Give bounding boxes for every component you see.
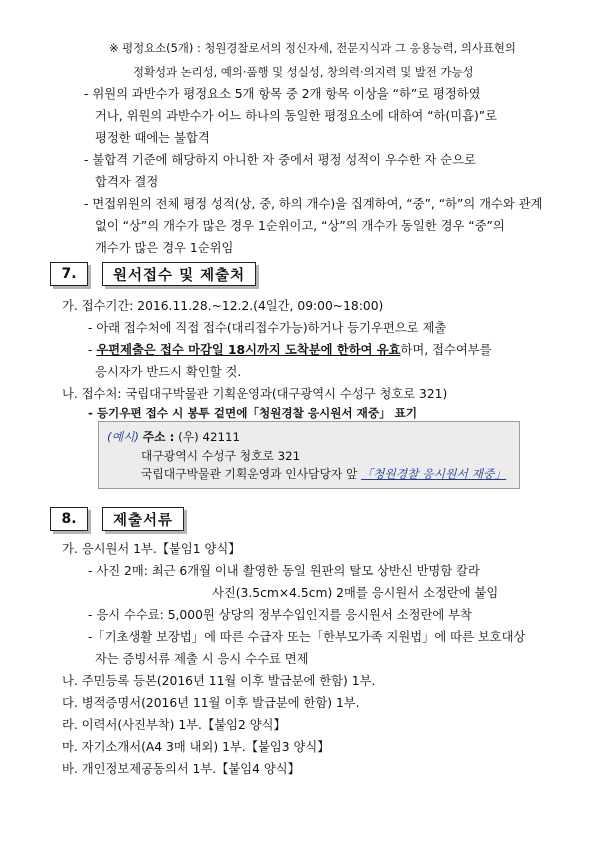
section8-exemption-line2: 자는 증빙서류 제출 시 응시 수수료 면제 xyxy=(95,652,309,666)
section8-photo-line2: 사진(3.5cm×4.5cm) 2매를 응시원서 소정란에 붙임 xyxy=(212,586,499,600)
section7-title: 원서접수 및 제출처 xyxy=(102,262,256,286)
section8-resume: 라. 이력서(사진부착) 1부.【붙임2 양식】 xyxy=(62,718,286,732)
section7-submit-method: - 아래 접수처에 직접 접수(대리접수가능)하거나 등기우편으로 제출 xyxy=(88,321,447,335)
section8-fee: - 응시 수수료: 5,000원 상당의 정부수입인지를 응시원서 소정란에 부착 xyxy=(88,608,472,622)
mail-deadline-emphasis: 우편제출은 접수 마감일 18시까지 도착분에 한하여 유효 xyxy=(96,343,401,357)
section8-military-record: 다. 병적증명서(2016년 11월 이후 발급분에 한함) 1부. xyxy=(62,696,360,710)
section7-office: 나. 접수처: 국립대구박물관 기획운영과(대구광역시 수성구 청호로 321) xyxy=(62,387,448,401)
mail-deadline-dash: - xyxy=(88,343,97,357)
eval-bullet2-line1: - 불합격 기준에 해당하지 아니한 자 중에서 평정 성적이 우수한 자 순으로 xyxy=(84,153,476,167)
eval-note-line2: 정확성과 논리성, 예의·품행 및 성실성, 창의력·의지력 및 발전 가능성 xyxy=(133,65,474,79)
eval-bullet3-line2: 없이 “상”의 개수가 많은 경우 1순위이고, “상”의 개수가 동일한 경우 “중”의 xyxy=(95,219,505,233)
section7-mail-deadline xyxy=(88,342,491,358)
eval-bullet1-line1: - 위원의 과반수가 평정요소 5개 항목 중 2개 항목 이상을 “하”로 평정하였 xyxy=(84,87,481,101)
section7-envelope-note: - 등기우편 접수 시 봉투 겉면에「청원경찰 응시원서 재중」 표기 xyxy=(88,406,418,420)
mail-deadline-rest: 하며, 접수여부를 xyxy=(400,343,492,357)
example-address-box xyxy=(98,421,520,489)
eval-bullet3-line3: 개수가 많은 경우 1순위임 xyxy=(95,241,234,255)
section8-exemption-line1: -「기초생활 보장법」에 따른 수급자 또는「한부모가족 지원법」에 따른 보호대상 xyxy=(88,630,526,644)
section8-heading xyxy=(50,507,184,531)
section8-application: 가. 응시원서 1부.【붙임1 양식】 xyxy=(62,542,241,556)
section8-privacy-consent: 바. 개인정보제공동의서 1부.【붙임4 양식】 xyxy=(62,762,300,776)
example-label: (예시) xyxy=(107,430,139,444)
section8-resident-register: 나. 주민등록 등본(2016년 11월 이후 발급분에 한함) 1부. xyxy=(62,674,376,688)
example-address-line1 xyxy=(107,429,240,445)
section8-title: 제출서류 xyxy=(102,507,184,531)
eval-note-line1: ※ 평정요소(5개) : 청원경찰로서의 정신자세, 전문지식과 그 응용능력, 의사표현의 xyxy=(109,41,516,55)
section7-number: 7. xyxy=(50,262,88,286)
example-address-line2: 대구광역시 수성구 청호로 321 xyxy=(141,449,301,463)
eval-bullet1-line2: 거나, 위원의 과반수가 어느 하나의 동일한 평정요소에 대하여 “하(미흡)”로 xyxy=(95,109,498,123)
address-zip: (우) 42111 xyxy=(178,430,241,444)
section8-photo-line1: - 사진 2매: 최근 6개월 이내 촬영한 동일 원판의 탈모 상반신 반명함 칼라 xyxy=(88,564,480,578)
example-address-line3 xyxy=(141,466,506,482)
eval-bullet2-line2: 합격자 결정 xyxy=(95,175,159,189)
section7-heading xyxy=(50,262,256,286)
section7-period: 가. 접수기간: 2016.11.28.~12.2.(4일간, 09:00~18:00) xyxy=(62,299,384,313)
section7-mail-deadline-line2: 응시자가 반드시 확인할 것. xyxy=(95,365,242,379)
section8-number: 8. xyxy=(50,507,88,531)
section8-self-introduction: 마. 자기소개서(A4 3매 내외) 1부.【붙임3 양식】 xyxy=(62,740,330,754)
eval-bullet3-line1: - 면접위원의 전체 평정 성적(상, 중, 하의 개수)을 집계하여, “중”, “하”의 개수와 관계 xyxy=(84,197,543,211)
address-label: 주소 : xyxy=(142,430,175,444)
address-recipient: 국립대구박물관 기획운영과 인사담당자 앞 xyxy=(141,467,358,481)
eval-bullet1-line3: 평정한 때에는 불합격 xyxy=(95,131,210,145)
address-emphasis: 「청원경찰 응시원서 재중」 xyxy=(361,467,507,481)
